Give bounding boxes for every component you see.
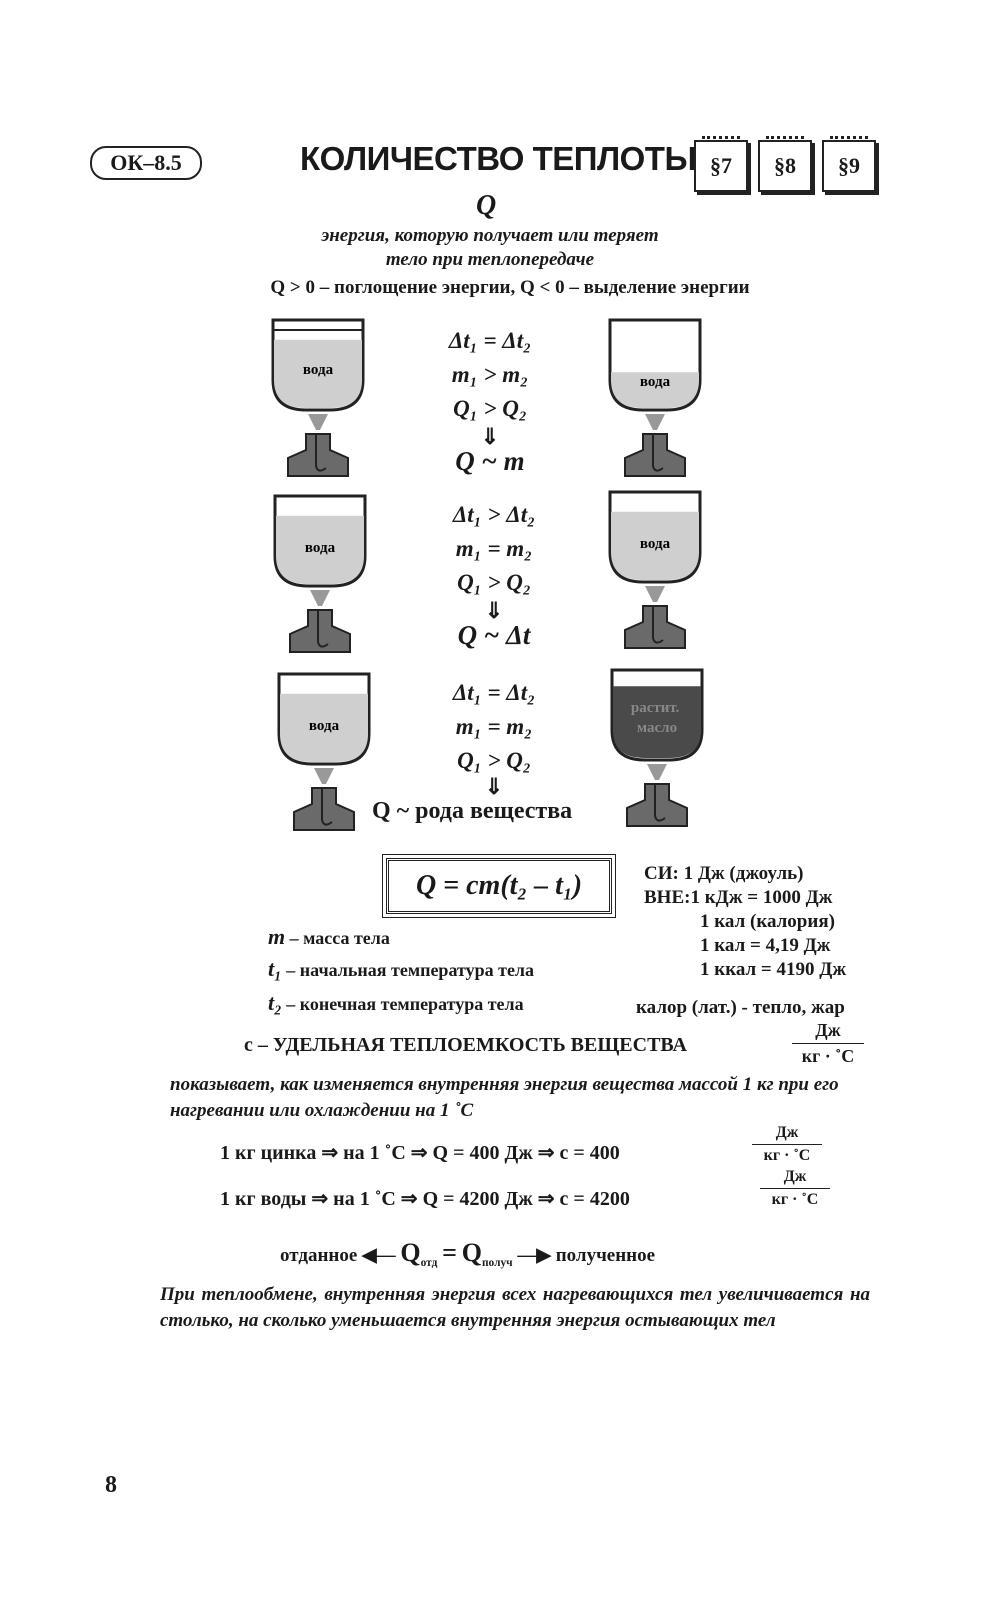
unit-denominator: кг · ˚С [771, 1191, 819, 1208]
condition: m₁ = m₂ [455, 536, 533, 561]
q-received: Q [461, 1238, 482, 1267]
example-water-unit [760, 1168, 830, 1209]
beaker-left-2 [270, 494, 370, 656]
specific-heat-description: показывает, как изменяется внутренняя энергия вещества массой 1 кг при его нагревании или охлаждении на 1 ˚С [170, 1074, 839, 1121]
beaker-left-1 [268, 318, 368, 480]
implies-arrow: ⇓ [484, 774, 504, 799]
beaker-label: вода [308, 718, 340, 734]
arrow-right-icon: —▶ [517, 1245, 551, 1266]
heat-definition-line-1: энергия, которую получает или теряет [321, 225, 659, 246]
variable-symbol: t₁ [268, 956, 282, 981]
beaker-right-1 [605, 318, 705, 480]
q-received-sub: получ [481, 1256, 513, 1269]
conclusion-1: Q ~ m [455, 446, 525, 476]
paragraph-ref-9: §9 [822, 140, 876, 192]
unit-numerator: Дж [783, 1168, 807, 1185]
heat-symbol: Q [476, 190, 497, 221]
conclusion-3: Q ~ рода вещества [372, 798, 573, 824]
unit-cal: 1 кал (калория) [700, 911, 835, 932]
condition: Q₁ > Q₂ [457, 570, 531, 595]
conditions-3 [414, 676, 574, 778]
beaker-right-2 [605, 490, 705, 652]
specific-heat-title: c – УДЕЛЬНАЯ ТЕПЛОЕМКОСТЬ ВЕЩЕСТВА [244, 1034, 687, 1056]
unit-cal-eq: 1 кал = 4,19 Дж [700, 935, 831, 956]
condition: Δt₁ > Δt₂ [452, 502, 536, 527]
section-code-badge: ОК–8.5 [90, 146, 202, 180]
beaker-label: вода [302, 362, 334, 378]
variable-t1 [268, 956, 534, 982]
beaker-right-3 [607, 668, 707, 830]
heat-balance-equation [280, 1238, 655, 1269]
condition: m₁ > m₂ [451, 362, 529, 387]
sign-rule: Q > 0 – поглощение энергии, Q < 0 – выделение энергии [270, 277, 750, 298]
heat-definition-line-2: тело при теплопередаче [385, 249, 595, 270]
heat-formula: Q = cm(t₂ – t₁) [386, 858, 612, 914]
variable-symbol: t₂ [268, 990, 282, 1015]
variable-symbol: m [268, 924, 286, 949]
energy-conservation-statement: При теплообмене, внутренняя энергия всех нагревающихся тел увеличивается на столько, на сколько уменьшается внутренняя энергия остывающих тел [160, 1284, 870, 1331]
page-number: 8 [105, 1472, 117, 1498]
unit-numerator: Дж [815, 1020, 841, 1040]
equals-sign: = [442, 1238, 457, 1267]
unit-numerator: Дж [775, 1124, 799, 1141]
unit-denominator: кг · ˚С [763, 1147, 811, 1164]
beaker-label: растит. масло [630, 700, 680, 736]
implies-arrow: ⇓ [480, 424, 500, 449]
condition: Δt₁ = Δt₂ [448, 328, 532, 353]
paragraph-ref-7: §7 [694, 140, 748, 192]
paragraph-ref-8: §8 [758, 140, 812, 192]
condition: Q₁ > Q₂ [453, 396, 527, 421]
condition: Δt₁ = Δt₂ [452, 680, 536, 705]
q-given: Q [400, 1238, 421, 1267]
condition: Q₁ > Q₂ [457, 748, 531, 773]
unit-kcal-eq: 1 ккал = 4190 Дж [700, 959, 847, 980]
beaker-label: вода [639, 536, 671, 552]
variable-desc: – начальная температура тела [286, 960, 535, 980]
variable-desc: – масса тела [289, 928, 390, 948]
conclusion-2: Q ~ Δt [457, 620, 531, 650]
arrow-left-icon: ◀— [362, 1245, 396, 1266]
unit-bne: ВНЕ:1 кДж = 1000 Дж [644, 887, 833, 908]
beaker-label: вода [304, 540, 336, 556]
received-label: полученное [555, 1245, 656, 1266]
unit-si: СИ: 1 Дж (джоуль) [644, 863, 804, 884]
variable-t2 [268, 990, 524, 1016]
heat-definition [240, 224, 740, 272]
condition: m₁ = m₂ [455, 714, 533, 739]
beaker-label: вода [639, 374, 671, 390]
conditions-2 [414, 498, 574, 600]
calor-etymology: калор (лат.) - тепло, жар [636, 997, 845, 1018]
variable-m [268, 924, 390, 950]
beaker-left-3 [274, 672, 374, 834]
q-given-sub: отд [420, 1256, 438, 1269]
given-label: отданное [280, 1245, 358, 1266]
variable-desc: – конечная температура тела [286, 994, 524, 1014]
specific-heat-unit [792, 1020, 864, 1067]
unit-denominator: кг · ˚С [801, 1046, 855, 1066]
example-zinc: 1 кг цинка ⇒ на 1 ˚С ⇒ Q = 400 Дж ⇒ c = 400 [220, 1142, 620, 1164]
implies-arrow: ⇓ [484, 598, 504, 623]
page-title: КОЛИЧЕСТВО ТЕПЛОТЫ [300, 140, 697, 177]
conditions-1 [410, 324, 570, 426]
example-zinc-unit [752, 1124, 822, 1165]
example-water: 1 кг воды ⇒ на 1 ˚С ⇒ Q = 4200 Дж ⇒ c = 4200 [220, 1188, 630, 1210]
